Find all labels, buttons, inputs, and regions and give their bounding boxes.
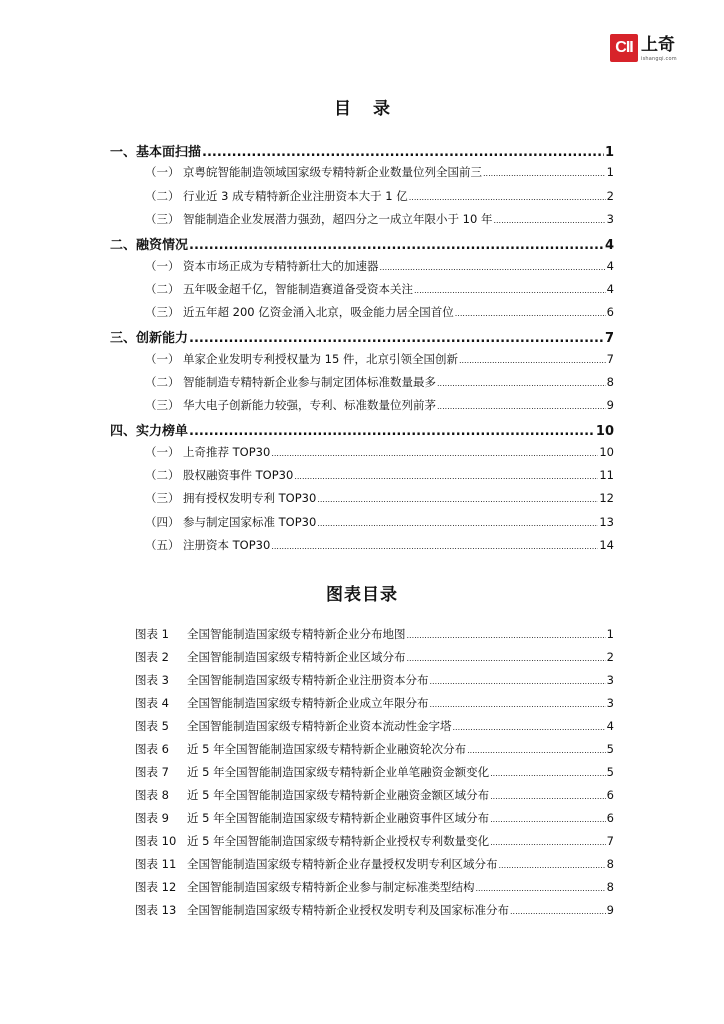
figure-item[interactable] (135, 649, 614, 667)
page-number: 12 (599, 491, 614, 505)
page-number: 3 (606, 696, 614, 710)
page-number: 14 (599, 538, 614, 552)
page-number: 1 (606, 627, 614, 641)
item-title: 上奇推荐 TOP30 (183, 445, 271, 459)
page-number: 6 (606, 788, 614, 802)
toc-item[interactable] (145, 351, 614, 369)
figure-title: 全国智能制造国家级专精特新企业成立年限分布 (187, 696, 429, 710)
page-number: 8 (606, 857, 614, 871)
figure-number: 图表 10 (135, 834, 177, 848)
item-number: （一） (145, 259, 180, 273)
item-title: 注册资本 TOP30 (183, 538, 271, 552)
item-title: 近五年超 200 亿资金涌入北京，吸金能力居全国首位 (183, 305, 454, 319)
toc-item[interactable] (145, 537, 614, 555)
figure-title: 近 5 年全国智能制造国家级专精特新企业单笔融资金额变化 (187, 765, 490, 779)
item-number: （二） (145, 189, 180, 203)
item-number: （一） (145, 165, 180, 179)
toc-section-3[interactable] (110, 327, 614, 347)
item-title: 参与制定国家标准 TOP30 (183, 515, 317, 529)
figure-number: 图表 2 (135, 650, 169, 664)
figure-title: 全国智能制造国家级专精特新企业注册资本分布 (187, 673, 429, 687)
leader-dots (407, 650, 606, 664)
leader-dots (467, 742, 606, 756)
page-number: 1 (606, 165, 614, 179)
page-number: 8 (606, 880, 614, 894)
figure-item[interactable] (135, 810, 614, 828)
item-title: 资本市场正成为专精特新壮大的加速器 (183, 259, 379, 273)
leader-dots (380, 259, 606, 273)
leader-dots (493, 212, 605, 226)
page-number: 13 (599, 515, 614, 529)
leader-dots (294, 468, 598, 482)
toc-item[interactable] (145, 188, 614, 206)
figures-title: 图表目录 (326, 585, 398, 605)
page-number: 2 (606, 189, 614, 203)
item-number: （二） (145, 282, 180, 296)
leader-dots (437, 398, 606, 412)
figure-title: 全国智能制造国家级专精特新企业授权发明专利及国家标准分布 (187, 903, 509, 917)
figure-number: 图表 8 (135, 788, 169, 802)
item-number: （三） (145, 491, 180, 505)
page-number: 3 (606, 673, 614, 687)
section-label: 三、创新能力 (110, 331, 189, 346)
section-label: 一、基本面扫描 (110, 145, 202, 160)
figure-number: 图表 3 (135, 673, 169, 687)
page-number: 4 (606, 719, 614, 733)
leader-dots (317, 491, 598, 505)
figure-title: 全国智能制造国家级专精特新企业资本流动性金字塔 (187, 719, 452, 733)
figure-number: 图表 7 (135, 765, 169, 779)
item-title: 行业近 3 成专精特新企业注册资本大于 1 亿 (183, 189, 408, 203)
page-number: 11 (599, 468, 614, 482)
page-number: 2 (606, 650, 614, 664)
page-number: 10 (595, 424, 614, 439)
toc-section-4[interactable] (110, 420, 614, 440)
toc-item[interactable] (145, 374, 614, 392)
leader-dots (409, 189, 606, 203)
figure-item[interactable] (135, 741, 614, 759)
item-title: 拥有授权发明专利 TOP30 (183, 491, 317, 505)
figure-item[interactable] (135, 856, 614, 874)
item-number: （四） (145, 515, 180, 529)
figure-number: 图表 9 (135, 811, 169, 825)
logo-mark: CII (610, 34, 638, 62)
leader-dots (490, 788, 606, 802)
leader-dots (455, 305, 606, 319)
item-number: （二） (145, 468, 180, 482)
toc-item[interactable] (145, 467, 614, 485)
item-title: 五年吸金超千亿，智能制造赛道备受资本关注 (183, 282, 413, 296)
leader-dots (459, 352, 606, 366)
leader-dots (189, 424, 595, 439)
toc-title: 目 录 (334, 99, 398, 119)
leader-dots (483, 165, 606, 179)
leader-dots (317, 515, 598, 529)
item-number: （五） (145, 538, 180, 552)
leader-dots (407, 627, 606, 641)
page-number: 5 (606, 742, 614, 756)
page-number: 4 (606, 282, 614, 296)
figure-number: 图表 6 (135, 742, 169, 756)
leader-dots (430, 696, 606, 710)
figure-number: 图表 4 (135, 696, 169, 710)
figure-title: 全国智能制造国家级专精特新企业区域分布 (187, 650, 406, 664)
figure-title: 近 5 年全国智能制造国家级专精特新企业融资事件区域分布 (187, 811, 490, 825)
leader-dots (490, 765, 606, 779)
section-label: 二、融资情况 (110, 238, 189, 253)
figure-number: 图表 13 (135, 903, 177, 917)
page-number: 3 (606, 212, 614, 226)
page-number: 9 (606, 903, 614, 917)
figure-item[interactable] (135, 902, 614, 920)
toc-item[interactable] (145, 211, 614, 229)
logo-url: ishangqi.com (641, 56, 677, 62)
figure-title: 近 5 年全国智能制造国家级专精特新企业融资轮次分布 (187, 742, 467, 756)
figure-number: 图表 12 (135, 880, 177, 894)
item-number: （三） (145, 398, 180, 412)
leader-dots (437, 375, 606, 389)
page-number: 4 (606, 259, 614, 273)
toc-item[interactable] (145, 444, 614, 462)
figure-number: 图表 5 (135, 719, 169, 733)
item-number: （三） (145, 212, 180, 226)
leader-dots (202, 145, 604, 160)
page-number: 6 (606, 305, 614, 319)
leader-dots (490, 834, 606, 848)
logo-name: 上奇 (641, 35, 675, 55)
toc-item[interactable] (145, 397, 614, 415)
toc-item[interactable] (145, 281, 614, 299)
leader-dots (510, 903, 606, 917)
item-number: （三） (145, 305, 180, 319)
item-number: （一） (145, 352, 180, 366)
item-title: 京粤皖智能制造领域国家级专精特新企业数量位列全国前三 (183, 165, 482, 179)
toc-item[interactable] (145, 304, 614, 322)
figure-item[interactable] (135, 764, 614, 782)
page-number: 1 (604, 145, 614, 160)
toc-item[interactable] (145, 164, 614, 182)
page-number: 7 (606, 834, 614, 848)
figure-item[interactable] (135, 718, 614, 736)
page-number: 4 (604, 238, 614, 253)
item-title: 华大电子创新能力较强，专利、标准数量位列前茅 (183, 398, 436, 412)
section-label: 四、实力榜单 (110, 424, 189, 439)
leader-dots (430, 673, 606, 687)
leader-dots (189, 238, 604, 253)
leader-dots (490, 811, 606, 825)
toc-item[interactable] (145, 514, 614, 532)
item-title: 智能制造企业发展潜力强劲，超四分之一成立年限小于 10 年 (183, 212, 493, 226)
figure-item[interactable] (135, 879, 614, 897)
figure-title: 近 5 年全国智能制造国家级专精特新企业融资金额区域分布 (187, 788, 490, 802)
page-number: 7 (604, 331, 614, 346)
leader-dots (453, 719, 606, 733)
item-title: 股权融资事件 TOP30 (183, 468, 294, 482)
figure-item[interactable] (135, 672, 614, 690)
item-number: （一） (145, 445, 180, 459)
figure-title: 全国智能制造国家级专精特新企业分布地图 (187, 627, 406, 641)
figure-title: 近 5 年全国智能制造国家级专精特新企业授权专利数量变化 (187, 834, 490, 848)
figure-title: 全国智能制造国家级专精特新企业存量授权发明专利区域分布 (187, 857, 498, 871)
item-title: 智能制造专精特新企业参与制定团体标准数量最多 (183, 375, 436, 389)
page-number: 10 (599, 445, 614, 459)
figure-number: 图表 11 (135, 857, 177, 871)
brand-logo (610, 34, 690, 68)
leader-dots (414, 282, 606, 296)
figure-item[interactable] (135, 787, 614, 805)
page-number: 7 (606, 352, 614, 366)
leader-dots (499, 857, 606, 871)
page-number: 6 (606, 811, 614, 825)
leader-dots (271, 538, 598, 552)
figure-item[interactable] (135, 833, 614, 851)
toc-item[interactable] (145, 490, 614, 508)
leader-dots (476, 880, 606, 894)
item-title: 单家企业发明专利授权量为 15 件，北京引领全国创新 (183, 352, 458, 366)
leader-dots (271, 445, 598, 459)
leader-dots (189, 331, 604, 346)
page-number: 9 (606, 398, 614, 412)
page-number: 8 (606, 375, 614, 389)
toc-item[interactable] (145, 258, 614, 276)
figure-number: 图表 1 (135, 627, 169, 641)
figure-item[interactable] (135, 695, 614, 713)
figure-item[interactable] (135, 626, 614, 644)
toc-section-2[interactable] (110, 234, 614, 254)
toc-section-1[interactable] (110, 141, 614, 161)
figure-title: 全国智能制造国家级专精特新企业参与制定标准类型结构 (187, 880, 475, 894)
page-number: 5 (606, 765, 614, 779)
item-number: （二） (145, 375, 180, 389)
